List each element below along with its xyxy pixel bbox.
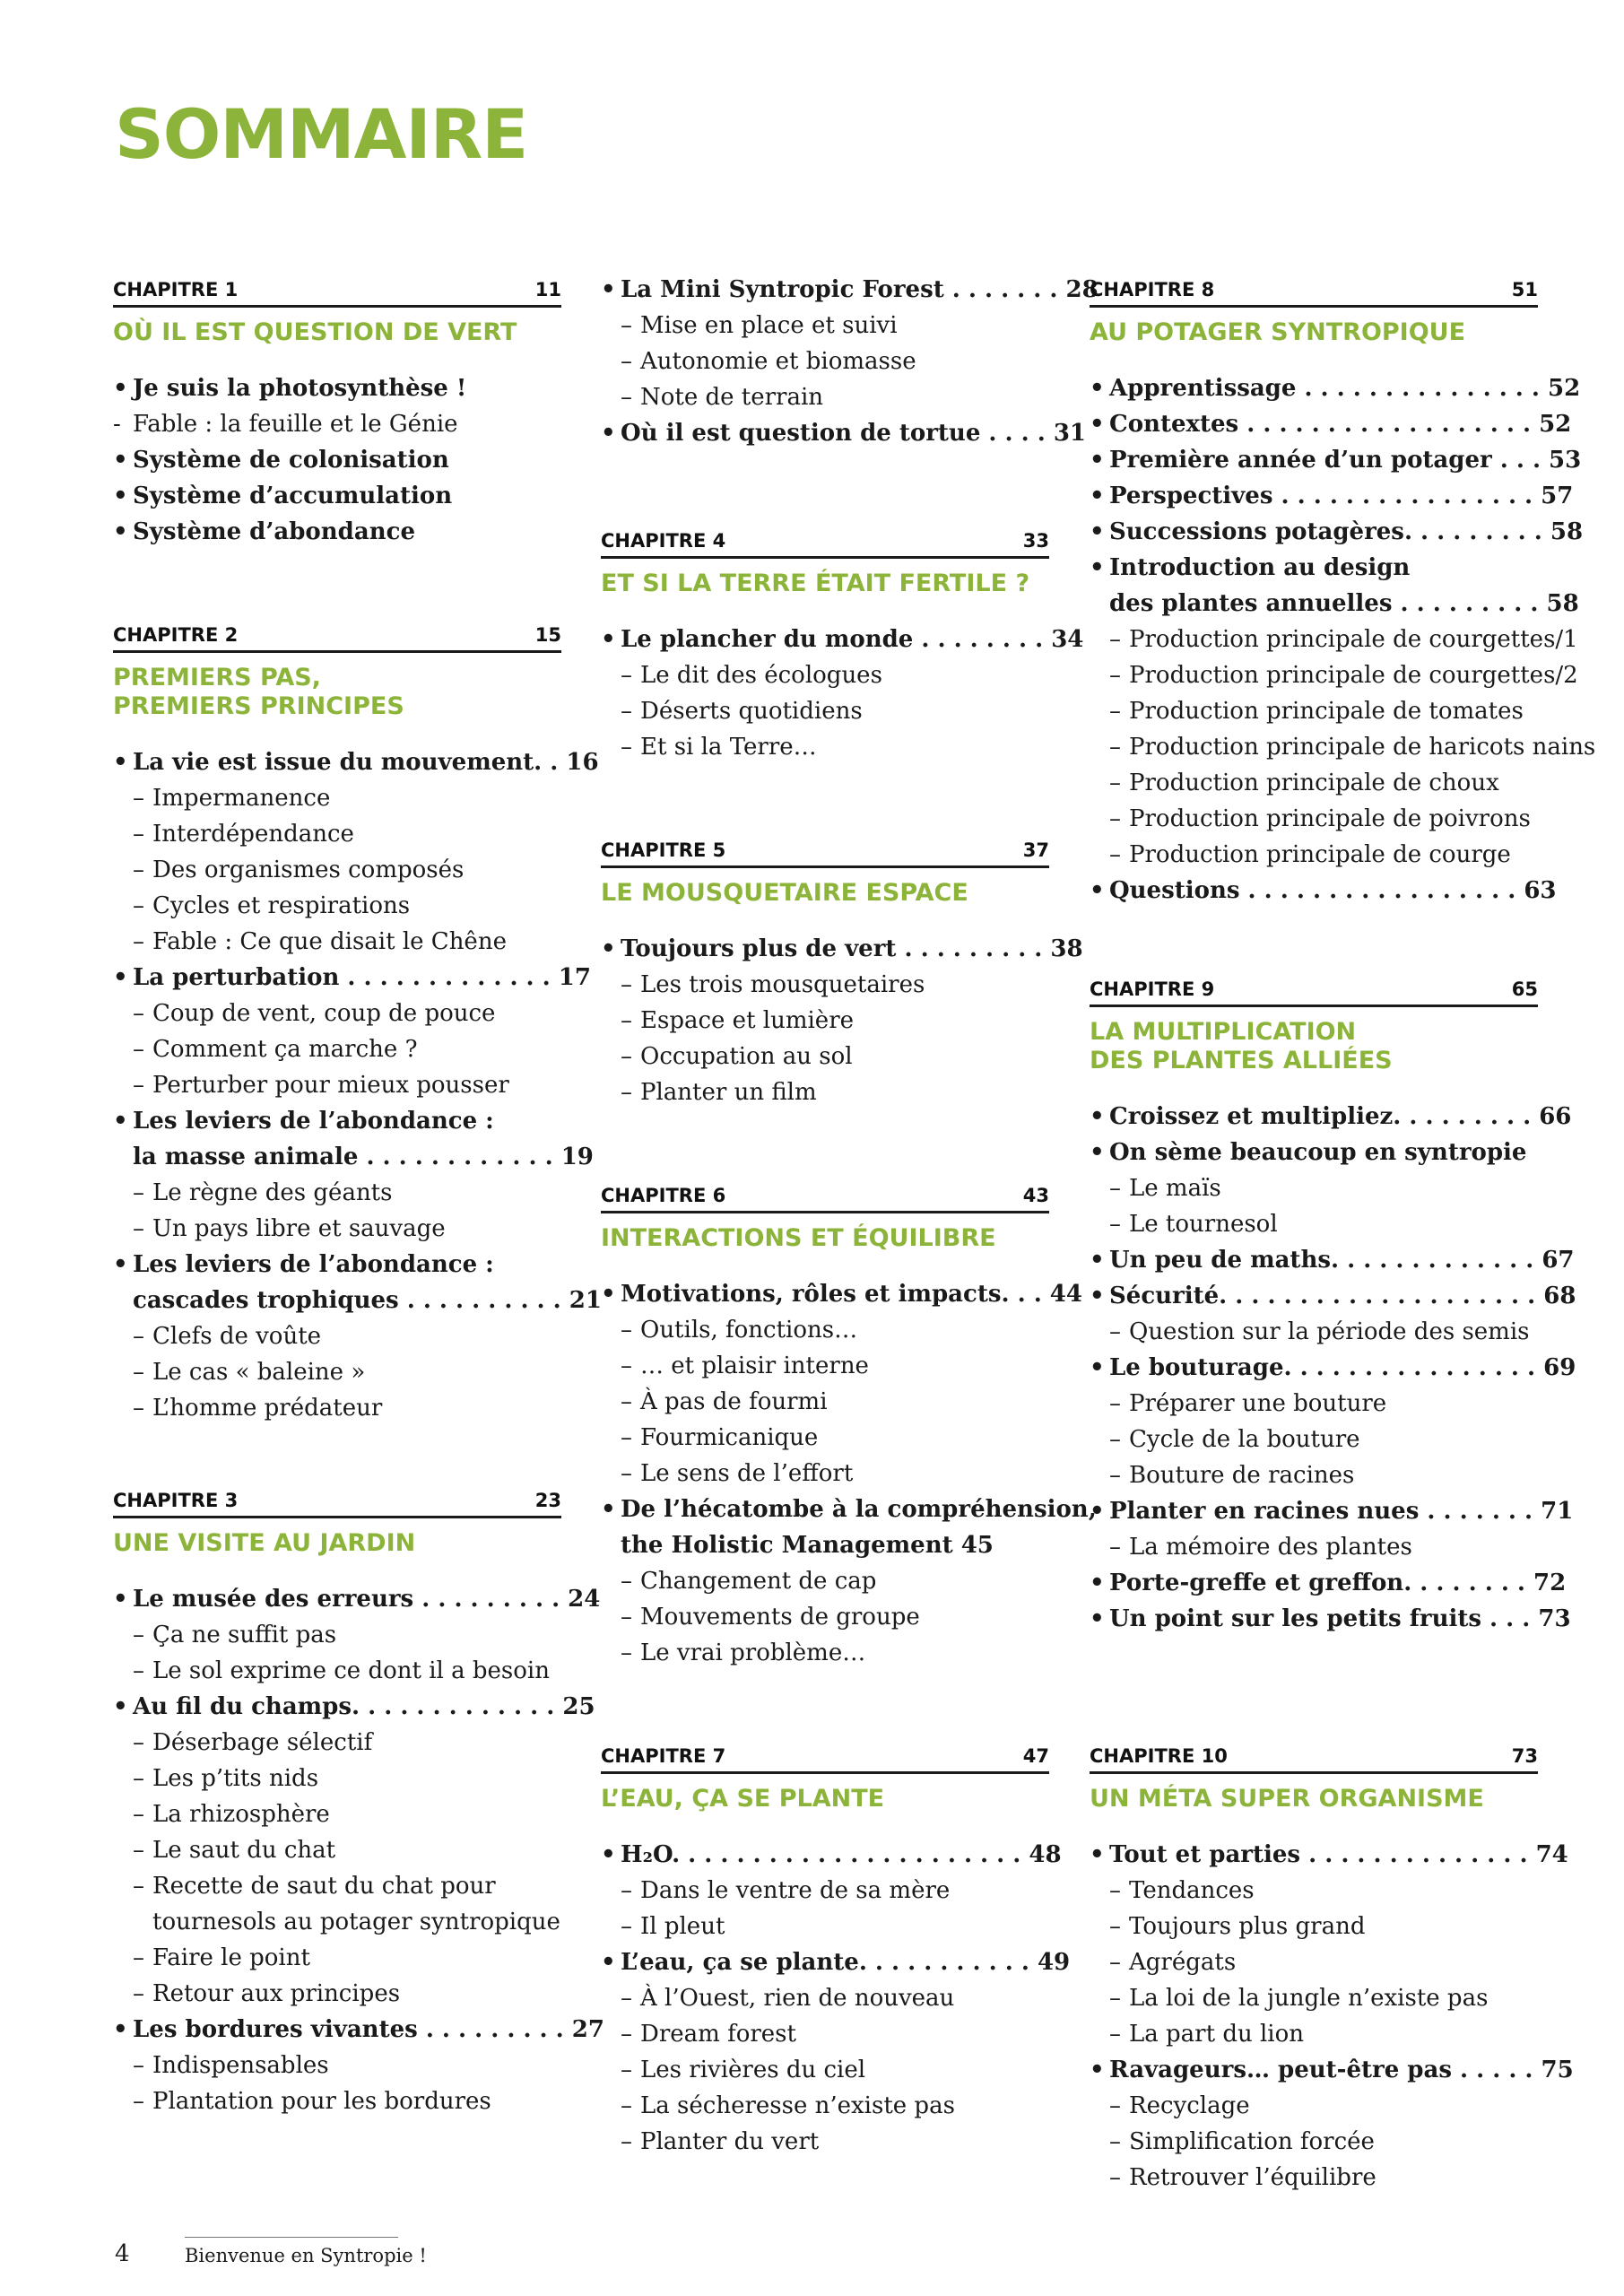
- toc-subentry: – Simplification forcée: [1090, 2124, 1538, 2160]
- toc-entry: • Le plancher du monde . . . . . . . . 34: [601, 622, 1049, 657]
- toc-subentry: – Le règne des géants: [113, 1175, 561, 1211]
- toc-subentry: – Déserts quotidiens: [601, 693, 1049, 729]
- chapter-label: CHAPITRE 3: [113, 1490, 239, 1511]
- chapter-label: CHAPITRE 9: [1090, 978, 1215, 1000]
- toc-entry: • Système de colonisation: [113, 442, 561, 478]
- chapter-title: OÙ IL EST QUESTION DE VERT: [113, 318, 517, 346]
- chapter-title: UNE VISITE AU JARDIN: [113, 1529, 416, 1557]
- toc-entry: • Porte-greffe et greffon. . . . . . . . 72: [1090, 1565, 1538, 1601]
- chapter-5: [601, 839, 1083, 1110]
- toc-subentry: – Tendances: [1090, 1873, 1538, 1909]
- toc-entry: • Où il est question de tortue . . . . 31: [601, 415, 1049, 451]
- chapter-entries: [113, 744, 602, 1426]
- toc-subentry: – Les p’tits nids: [113, 1761, 561, 1796]
- toc-subentry: – Mouvements de groupe: [601, 1599, 1049, 1635]
- toc-subentry: – Plantation pour les bordures: [113, 2083, 561, 2119]
- toc-subentry: – Fourmicanique: [601, 1420, 1049, 1456]
- toc-subentry: – L’homme prédateur: [113, 1390, 561, 1426]
- toc-subentry: – La sécheresse n’existe pas: [601, 2088, 1049, 2124]
- footer-page-number: 4: [115, 2240, 130, 2267]
- chapter-3: [113, 1489, 604, 2119]
- toc-subentry: – Toujours plus grand: [1090, 1909, 1538, 1944]
- toc-entry: des plantes annuelles . . . . . . . . . 58: [1109, 590, 1579, 617]
- toc-subentry: – Le dit des écologues: [601, 657, 1049, 693]
- chapter-entries: [601, 272, 1099, 451]
- chapter-label: CHAPITRE 6: [601, 1185, 726, 1206]
- chapter-header: [113, 1489, 561, 1518]
- toc-subentry: – Clefs de voûte: [113, 1318, 561, 1354]
- toc-subentry: – Cycle de la bouture: [1090, 1422, 1538, 1457]
- toc-subentry: – À pas de fourmi: [601, 1384, 1049, 1420]
- chapter-label: CHAPITRE 5: [601, 839, 726, 861]
- toc-subentry: – Faire le point: [113, 1940, 561, 1976]
- toc-entry: • Le musée des erreurs . . . . . . . . . 24: [113, 1581, 561, 1617]
- chapter-1: [113, 278, 561, 550]
- toc-subentry: – Espace et lumière: [601, 1003, 1049, 1039]
- toc-entry: • L’eau, ça se plante. . . . . . . . . . . 49: [601, 1944, 1049, 1980]
- toc-subentry: – Production principale de courgettes/2: [1090, 657, 1538, 693]
- toc-subentry: – Le maïs: [1090, 1170, 1538, 1206]
- toc-entry: • De l’hécatombe à la compréhension,: [601, 1492, 1049, 1527]
- chapter-header: [601, 1744, 1049, 1774]
- toc-subentry: – La part du lion: [1090, 2016, 1538, 2052]
- toc-subentry: – Ça ne suffit pas: [113, 1617, 561, 1653]
- chapter-header: [113, 278, 561, 308]
- toc-entry: • Sécurité. . . . . . . . . . . . . . . . . . . . 68: [1090, 1278, 1538, 1314]
- toc-entry: la masse animale . . . . . . . . . . . . 19: [133, 1144, 594, 1170]
- chapter-header: [1090, 1744, 1538, 1774]
- toc-subentry: – … et plaisir interne: [601, 1348, 1049, 1384]
- toc-subentry: – Le cas « baleine »: [113, 1354, 561, 1390]
- toc-subentry: – Le vrai problème…: [601, 1635, 1049, 1671]
- chapter-7: [601, 1744, 1071, 2160]
- toc-subentry: – Occupation au sol: [601, 1039, 1049, 1074]
- toc-entry: • Motivations, rôles et impacts. . . 44: [601, 1276, 1049, 1312]
- toc-subentry: – Les rivières du ciel: [601, 2052, 1049, 2088]
- toc-subentry: – Dream forest: [601, 2016, 1049, 2052]
- toc-subentry: – Production principale de choux: [1090, 765, 1538, 801]
- toc-subentry: – Comment ça marche ?: [113, 1031, 561, 1067]
- toc-subentry: – Il pleut: [601, 1909, 1049, 1944]
- chapter-label: CHAPITRE 2: [113, 624, 239, 646]
- toc-entry: • Première année d’un potager . . . 53: [1090, 442, 1538, 478]
- footer-book-title: Bienvenue en Syntropie !: [185, 2245, 427, 2266]
- toc-subentry: – Les trois mousquetaires: [601, 967, 1049, 1003]
- chapter-entries: [1090, 370, 1596, 909]
- chapter-header: [601, 839, 1049, 868]
- chapter-page: 65: [1511, 978, 1538, 1000]
- toc-entry: • Je suis la photosynthèse !: [113, 370, 561, 406]
- toc-entry: • Toujours plus de vert . . . . . . . . . 38: [601, 931, 1049, 967]
- toc-subentry: – Autonomie et biomasse: [601, 344, 1049, 379]
- chapter-page: 51: [1511, 279, 1538, 300]
- toc-subentry: – Planter un film: [601, 1074, 1049, 1110]
- toc-subentry: – Perturber pour mieux pousser: [113, 1067, 561, 1103]
- toc-subentry: – Déserbage sélectif: [113, 1725, 561, 1761]
- toc-subentry: – Le saut du chat: [113, 1832, 561, 1868]
- toc-subentry: – Interdépendance: [113, 816, 561, 852]
- chapter-title: LE MOUSQUETAIRE ESPACE: [601, 879, 968, 907]
- toc-subentry: – Production principale de courgettes/1: [1090, 622, 1538, 657]
- chapter-entries: [601, 1276, 1097, 1671]
- chapter-header: [1090, 278, 1538, 308]
- toc-entry: • Tout et parties . . . . . . . . . . . . . . 74: [1090, 1837, 1538, 1873]
- toc-subentry: – Agrégats: [1090, 1944, 1538, 1980]
- toc-entry: • On sème beaucoup en syntropie: [1090, 1135, 1538, 1170]
- toc-entry: • Planter en racines nues . . . . . . . 71: [1090, 1493, 1538, 1529]
- toc-subentry: – Mise en place et suivi: [601, 308, 1049, 344]
- toc-subentry: – Outils, fonctions…: [601, 1312, 1049, 1348]
- toc-entry: • Ravageurs… peut-être pas . . . . . 75: [1090, 2052, 1538, 2088]
- toc-entry: • Un peu de maths. . . . . . . . . . . . . 67: [1090, 1242, 1538, 1278]
- toc-entry: • Le bouturage. . . . . . . . . . . . . . . . 69: [1090, 1350, 1538, 1386]
- toc-subentry: – Production principale de courge: [1090, 837, 1538, 873]
- chapter-header: [601, 529, 1049, 559]
- toc-subentry: – Cycles et respirations: [113, 888, 561, 924]
- chapter-page: 33: [1022, 530, 1049, 552]
- toc-subentry: – Note de terrain: [601, 379, 1049, 415]
- chapter-label: CHAPITRE 4: [601, 530, 726, 552]
- chapter-title: L’EAU, ÇA SE PLANTE: [601, 1785, 885, 1813]
- toc-entry: cascades trophiques . . . . . . . . . . 21: [133, 1287, 602, 1314]
- chapter-8: [1090, 278, 1596, 909]
- chapter-title: UN MÉTA SUPER ORGANISME: [1090, 1785, 1484, 1813]
- toc-subentry: – Des organismes composés: [113, 852, 561, 888]
- toc-subentry: – Un pays libre et sauvage: [113, 1211, 561, 1247]
- toc-entry: • La Mini Syntropic Forest . . . . . . . 28: [601, 272, 1049, 308]
- toc-subentry: – Fable : Ce que disait le Chêne: [113, 924, 561, 960]
- toc-subentry: – À l’Ouest, rien de nouveau: [601, 1980, 1049, 2016]
- toc-subentry: – Et si la Terre…: [601, 729, 1049, 765]
- toc-subentry: – Préparer une bouture: [1090, 1386, 1538, 1422]
- footer-rule: [185, 2237, 398, 2238]
- toc-subentry: – Indispensables: [113, 2048, 561, 2083]
- chapter-page: 15: [534, 624, 561, 646]
- chapter-entries: [601, 931, 1083, 1110]
- chapter-page: 37: [1022, 839, 1049, 861]
- toc-entry: • Système d’abondance: [113, 514, 561, 550]
- toc-entry: • Successions potagères. . . . . . . . . 58: [1090, 514, 1538, 550]
- chapter-title: INTERACTIONS ET ÉQUILIBRE: [601, 1224, 996, 1252]
- toc-subentry: – Changement de cap: [601, 1563, 1049, 1599]
- toc-subentry: – Recette de saut du chat pour: [113, 1868, 561, 1904]
- chapter-label: CHAPITRE 1: [113, 279, 239, 300]
- toc-subentry: – Retrouver l’équilibre: [1090, 2160, 1538, 2196]
- chapter-header: [1090, 978, 1538, 1007]
- chapter-title: PREMIERS PAS, PREMIERS PRINCIPES: [113, 664, 404, 720]
- toc-entry: • Introduction au design: [1090, 550, 1538, 586]
- chapter-page: 43: [1022, 1185, 1049, 1206]
- toc-entry: • La vie est issue du mouvement. . 16: [113, 744, 561, 780]
- toc-subentry: - Fable : la feuille et le Génie: [113, 406, 561, 442]
- toc-subentry: – Production principale de poivrons: [1090, 801, 1538, 837]
- chapter-title: ET SI LA TERRE ÉTAIT FERTILE ?: [601, 570, 1030, 597]
- toc-entry: • Système d’accumulation: [113, 478, 561, 514]
- chapter-label: CHAPITRE 10: [1090, 1745, 1228, 1767]
- toc-entry: • H₂O. . . . . . . . . . . . . . . . . . . . . . 48: [601, 1837, 1049, 1873]
- chapter-header: [601, 1184, 1049, 1213]
- toc-entry: • Apprentissage . . . . . . . . . . . . . . . 52: [1090, 370, 1538, 406]
- toc-entry: • Perspectives . . . . . . . . . . . . . . . . 57: [1090, 478, 1538, 514]
- toc-entry: • La perturbation . . . . . . . . . . . . . 17: [113, 960, 561, 996]
- chapter-entries: [601, 1837, 1071, 2160]
- chapter-label: CHAPITRE 7: [601, 1745, 726, 1767]
- toc-entry: • Les bordures vivantes . . . . . . . . . 27: [113, 2012, 561, 2048]
- chapter-label: CHAPITRE 8: [1090, 279, 1215, 300]
- chapter-9: [1090, 978, 1576, 1637]
- toc-entry: • Croissez et multipliez. . . . . . . . . 66: [1090, 1099, 1538, 1135]
- toc-subentry: – Le tournesol: [1090, 1206, 1538, 1242]
- chapter-page: 73: [1511, 1745, 1538, 1767]
- chapter-4: [601, 529, 1084, 765]
- toc-entry: • Au fil du champs. . . . . . . . . . . . . 25: [113, 1689, 561, 1725]
- chapter-entries: [113, 370, 561, 550]
- toc-subentry: – Question sur la période des semis: [1090, 1314, 1538, 1350]
- toc-subentry: tournesols au potager syntropique: [152, 1909, 560, 1935]
- chapter-entries: [601, 622, 1084, 765]
- chapter-6: [601, 1184, 1097, 1671]
- chapter-page: 47: [1022, 1745, 1049, 1767]
- toc-subentry: – Production principale de haricots nains: [1090, 729, 1538, 765]
- toc-entry: • Les leviers de l’abondance :: [113, 1103, 561, 1139]
- toc-subentry: – Retour aux principes: [113, 1976, 561, 2012]
- chapter-10: [1090, 1744, 1574, 2196]
- chapter-title: AU POTAGER SYNTROPIQUE: [1090, 318, 1466, 346]
- chapter-3-continued: [601, 272, 1099, 451]
- toc-subentry: – Dans le ventre de sa mère: [601, 1873, 1049, 1909]
- chapter-entries: [113, 1581, 604, 2119]
- toc-entry: • Contextes . . . . . . . . . . . . . . . . . . 52: [1090, 406, 1538, 442]
- toc-subentry: – Impermanence: [113, 780, 561, 816]
- toc-subentry: – La rhizosphère: [113, 1796, 561, 1832]
- toc-entry: • Un point sur les petits fruits . . . 73: [1090, 1601, 1538, 1637]
- chapter-entries: [1090, 1099, 1576, 1637]
- toc-subentry: – Production principale de tomates: [1090, 693, 1538, 729]
- chapter-page: 23: [534, 1490, 561, 1511]
- toc-entry: • Questions . . . . . . . . . . . . . . . . . 63: [1090, 873, 1538, 909]
- toc-entry: • Les leviers de l’abondance :: [113, 1247, 561, 1283]
- chapter-page: 11: [534, 279, 561, 300]
- chapter-header: [113, 623, 561, 653]
- toc-subentry: – Le sol exprime ce dont il a besoin: [113, 1653, 561, 1689]
- toc-subentry: – Planter du vert: [601, 2124, 1049, 2160]
- toc-entry: the Holistic Management 45: [621, 1532, 994, 1559]
- toc-subentry: – Coup de vent, coup de pouce: [113, 996, 561, 1031]
- chapter-entries: [1090, 1837, 1574, 2196]
- toc-subentry: – Bouture de racines: [1090, 1457, 1538, 1493]
- toc-subentry: – La loi de la jungle n’existe pas: [1090, 1980, 1538, 2016]
- chapter-2: [113, 623, 602, 1426]
- toc-subentry: – Le sens de l’effort: [601, 1456, 1049, 1492]
- page-title: SOMMAIRE: [115, 94, 528, 174]
- toc-subentry: – Recyclage: [1090, 2088, 1538, 2124]
- chapter-title: LA MULTIPLICATION DES PLANTES ALLIÉES: [1090, 1018, 1393, 1074]
- toc-subentry: – La mémoire des plantes: [1090, 1529, 1538, 1565]
